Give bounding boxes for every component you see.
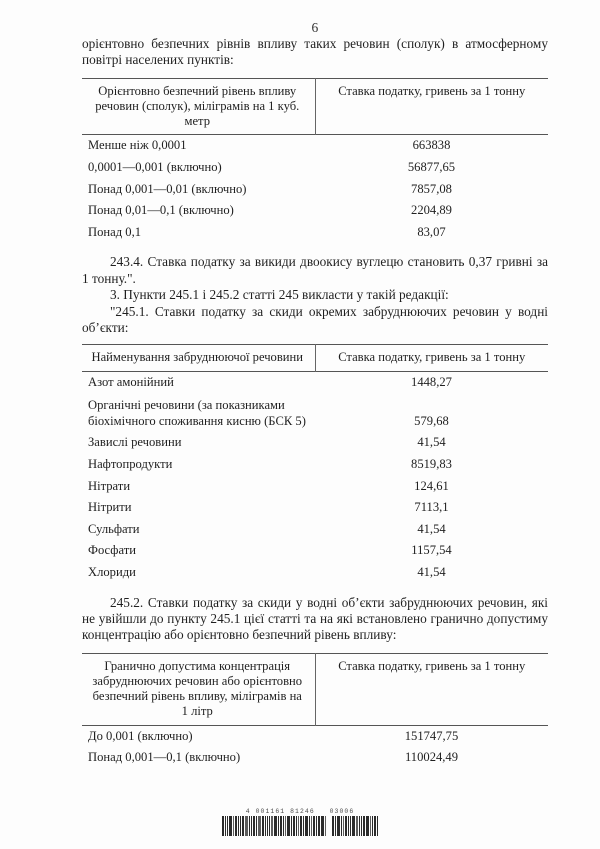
table-air-wrap (82, 78, 548, 244)
table-row (82, 497, 548, 519)
table-water-named-header-col2: Ставка податку, гривень за 1 тонну (338, 350, 526, 365)
cell-rate: 1157,54 (411, 543, 452, 558)
cell-name: Понад 0,001—0,01 (включно) (88, 181, 247, 196)
table-water-named-head (82, 345, 548, 371)
cell-rate: 41,54 (417, 521, 446, 536)
cell-name: Сульфати (88, 521, 140, 536)
table-header-row (82, 78, 548, 135)
table-water-limit (82, 653, 548, 769)
cell-rate: 1448,27 (411, 374, 452, 389)
page-content (82, 0, 548, 769)
table-row (82, 454, 548, 476)
table-water-named (82, 344, 548, 583)
page-number: 6 (311, 20, 319, 35)
paragraph-intro: орієнтовно безпечних рівнів впливу таких речовин (сполук) в атмосферному повітрі населених пунктів: (82, 36, 548, 68)
table-air-body (82, 135, 548, 243)
table-water-limit-header-col1: Гранично допустима концентрація забруднюючих речовин або орієнтовно безпечний рівень впливу, міліграмів на 1 літр (82, 653, 315, 725)
cell-rate: 110024,49 (404, 750, 459, 765)
table-row (82, 562, 548, 584)
cell-rate: 151747,75 (404, 728, 459, 743)
cell-rate: 663838 (412, 138, 451, 153)
table-row (82, 135, 548, 157)
paragraph-243-4: 243.4. Ставка податку за викиди двоокису вуглецю становить 0,37 гривні за 1 тонну.". (82, 254, 548, 286)
cell-rate: 579,68 (414, 413, 449, 428)
table-water-named-body (82, 371, 548, 583)
table-air-head (82, 78, 548, 135)
table-row (82, 371, 548, 393)
table-row (82, 200, 548, 222)
cell-name: Нітрити (88, 500, 132, 515)
cell-name: Нітрати (88, 478, 131, 493)
table-water-limit-header-col2: Ставка податку, гривень за 1 тонну (338, 658, 526, 673)
table-air-header-col2: Ставка податку, гривень за 1 тонну (338, 83, 526, 98)
cell-rate: 7857,08 (411, 181, 452, 196)
cell-rate: 56877,65 (407, 160, 456, 175)
table-header-row (82, 653, 548, 725)
cell-name: Хлориди (88, 564, 136, 579)
paragraph-3: 3. Пункти 245.1 і 245.2 статті 245 викласти у такій редакції: (110, 287, 449, 303)
table-water-named-wrap (82, 344, 548, 583)
table-row (82, 725, 548, 747)
paragraph-245-1: "245.1. Ставки податку за скиди окремих забруднюючих речовин у водні об’єкти: (82, 303, 548, 336)
barcode-stamp (0, 808, 600, 836)
paragraph-245-2: 245.2. Ставки податку за скиди у водні об’єкти забруднюючих речовин, які не увійшли до пункту 245.1 цієї статті та на які встановлено гранично допустиму концентрацію або орієнтовно безпечний рівень впливу: (82, 594, 548, 643)
table-header-row (82, 345, 548, 371)
table-row (82, 179, 548, 201)
cell-name: Азот амонійний (88, 374, 174, 389)
table-row (82, 519, 548, 541)
cell-name: Органічні речовини (за показниками біохімічного споживання кисню (БСК 5) (88, 398, 306, 428)
cell-rate: 124,61 (414, 478, 449, 493)
cell-name: Понад 0,01—0,1 (включно) (88, 203, 234, 218)
cell-name: Понад 0,001—0,1 (включно) (88, 750, 241, 765)
table-water-limit-wrap (82, 653, 548, 769)
table-row (82, 432, 548, 454)
table-water-named-header-col1: Найменування забруднюючої речовини (82, 345, 315, 371)
table-water-limit-head (82, 653, 548, 725)
cell-name: Менше ніж 0,0001 (88, 138, 187, 153)
table-row (82, 540, 548, 562)
barcode-image (222, 816, 379, 836)
cell-name: Нафтопродукти (88, 457, 173, 471)
table-row (82, 747, 548, 769)
cell-name: Фосфати (88, 543, 136, 558)
table-row (82, 157, 548, 179)
barcode-digits: 4 001161 81246 03006 (245, 808, 355, 815)
table-row (82, 393, 548, 432)
table-air-header-col1: Орієнтовно безпечний рівень впливу речовин (сполук), міліграмів на 1 куб. метр (82, 78, 315, 135)
cell-rate: 83,07 (417, 224, 446, 239)
table-row (82, 476, 548, 498)
cell-rate: 7113,1 (414, 500, 449, 515)
cell-name: Завислі речовини (88, 435, 182, 450)
cell-rate: 41,54 (417, 435, 446, 450)
table-air (82, 78, 548, 244)
table-row (82, 222, 548, 244)
cell-name: 0,0001—0,001 (включно) (88, 160, 222, 175)
cell-rate: 2204,89 (411, 203, 452, 218)
cell-name: До 0,001 (включно) (88, 728, 193, 743)
cell-name: Понад 0,1 (88, 224, 142, 239)
table-water-limit-body (82, 725, 548, 769)
cell-rate: 41,54 (417, 564, 446, 579)
cell-rate: 8519,83 (411, 457, 452, 471)
